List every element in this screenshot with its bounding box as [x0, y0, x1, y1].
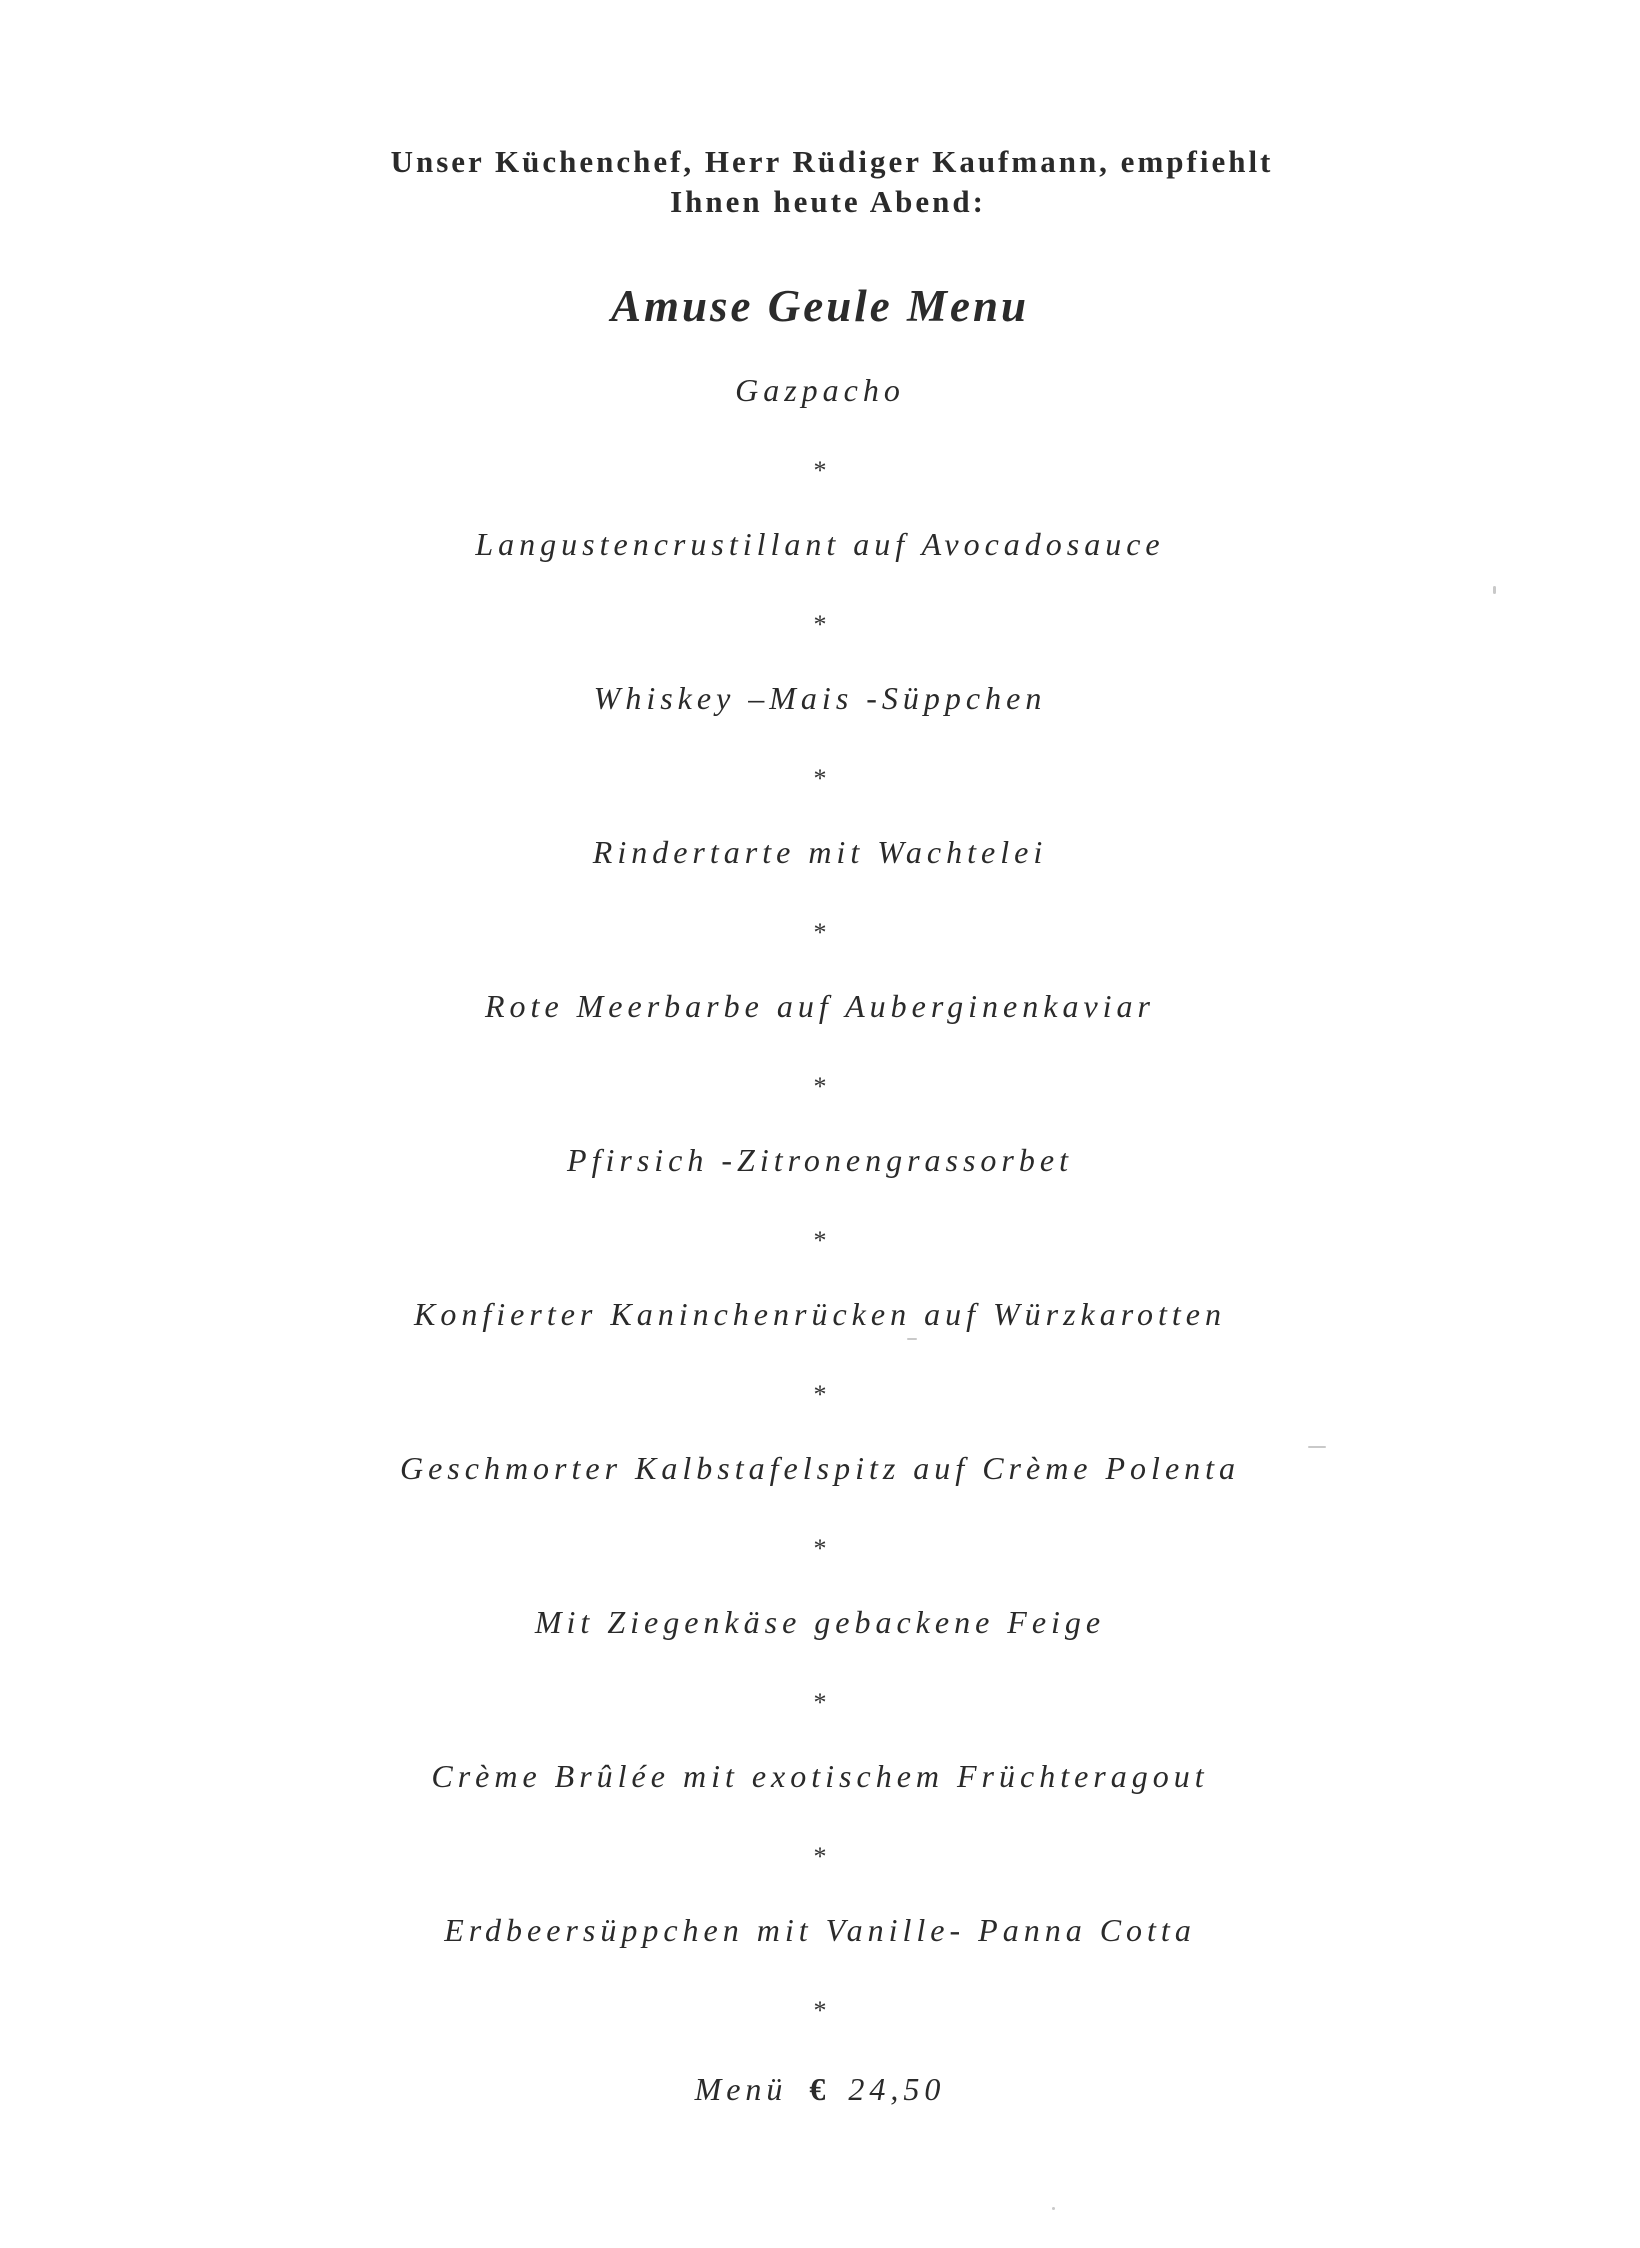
course-separator: * [813, 1226, 827, 1255]
course-item: Mit Ziegenkäse gebackene Feige [534, 1604, 1106, 1640]
course-item: Langustencrustillant auf Avocadosauce [475, 526, 1165, 562]
course-item: Konfierter Kaninchenrücken auf Würzkarotten [414, 1296, 1226, 1332]
course-item: Crème Brûlée mit exotischem Früchteragout [431, 1758, 1209, 1794]
course-separator: * [813, 610, 827, 639]
menu-title: Amuse Geule Menu [610, 281, 1030, 331]
course-separator: * [813, 1072, 827, 1101]
course-separator: * [813, 1534, 827, 1563]
course-item: Geschmorter Kalbstafelspitz auf Crème Polenta [399, 1450, 1241, 1486]
scan-speck [1052, 2207, 1055, 2210]
intro-line-2: Ihnen heute Abend: [670, 184, 986, 219]
course-separator: * [813, 918, 827, 947]
course-separator: * [813, 456, 827, 485]
menu-price [0, 2069, 1640, 2109]
course-item: Whiskey –Mais -Süppchen [593, 680, 1047, 716]
course-separator: * [813, 1380, 827, 1409]
course-item: Rindertarte mit Wachtelei [592, 834, 1048, 870]
intro-line-1: Unser Küchenchef, Herr Rüdiger Kaufmann, empfiehlt [390, 144, 1274, 179]
price-amount: 24,50 [848, 2071, 946, 2107]
scan-speck [907, 1338, 917, 1340]
course-separator: * [813, 1996, 827, 2025]
scan-speck [1493, 586, 1496, 594]
course-item: Pfirsich -Zitronengrassorbet [567, 1142, 1073, 1178]
course-separator: * [813, 1842, 827, 1871]
course-item: Gazpacho [735, 372, 905, 408]
price-label: Menü [694, 2071, 788, 2107]
scan-speck [1308, 1446, 1326, 1448]
course-item: Rote Meerbarbe auf Auberginenkaviar [485, 988, 1155, 1024]
euro-sign: € [809, 2071, 831, 2107]
course-item: Erdbeersüppchen mit Vanille- Panna Cotta [444, 1912, 1196, 1948]
course-separator: * [813, 1688, 827, 1717]
course-separator: * [813, 764, 827, 793]
